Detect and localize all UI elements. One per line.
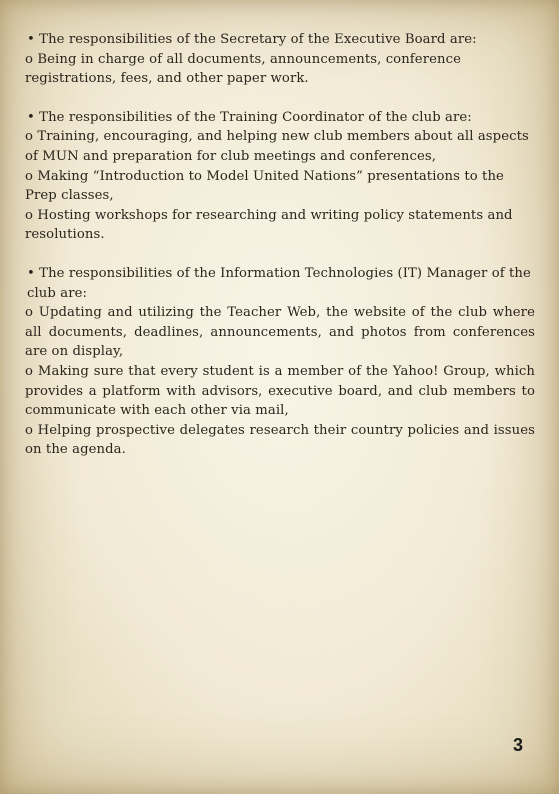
secretary-section [25, 30, 535, 89]
section-heading: • The responsibilities of the Information Technologies (IT) Manager of the club are: [27, 265, 531, 301]
list-item: o Helping prospective delegates research their country policies and issues on the agenda. [25, 422, 535, 458]
training-coordinator-section [25, 108, 535, 245]
list-item: o Making sure that every student is a member of the Yahoo! Group, which provides a platform with advisors, executive board, and club members to communicate with each other via mail, [25, 363, 535, 419]
section-heading: • The responsibilities of the Training Coordinator of the club are: [27, 109, 472, 125]
list-item: o Training, encouraging, and helping new club members about all aspects of MUN and preparation for club meetings and conferences, [25, 129, 529, 164]
list-item: o Making “Introduction to Model United Nations” presentations to the Prep classes, [25, 168, 504, 204]
list-item: o Updating and utilizing the Teacher Web, the website of the club where all documents, deadlines, announcements, and photos from conferences are on display, [25, 305, 535, 360]
page-number: 3 [512, 735, 523, 755]
list-item: o Hosting workshops for researching and writing policy statements and resolutions. [25, 207, 513, 243]
document-body [25, 30, 535, 479]
it-manager-section [25, 264, 535, 460]
section-heading: • The responsibilities of the Secretary of the Executive Board are: [27, 32, 477, 47]
list-item: o Being in charge of all documents, announcements, conference registrations, fees, and other paper work. [25, 51, 461, 87]
